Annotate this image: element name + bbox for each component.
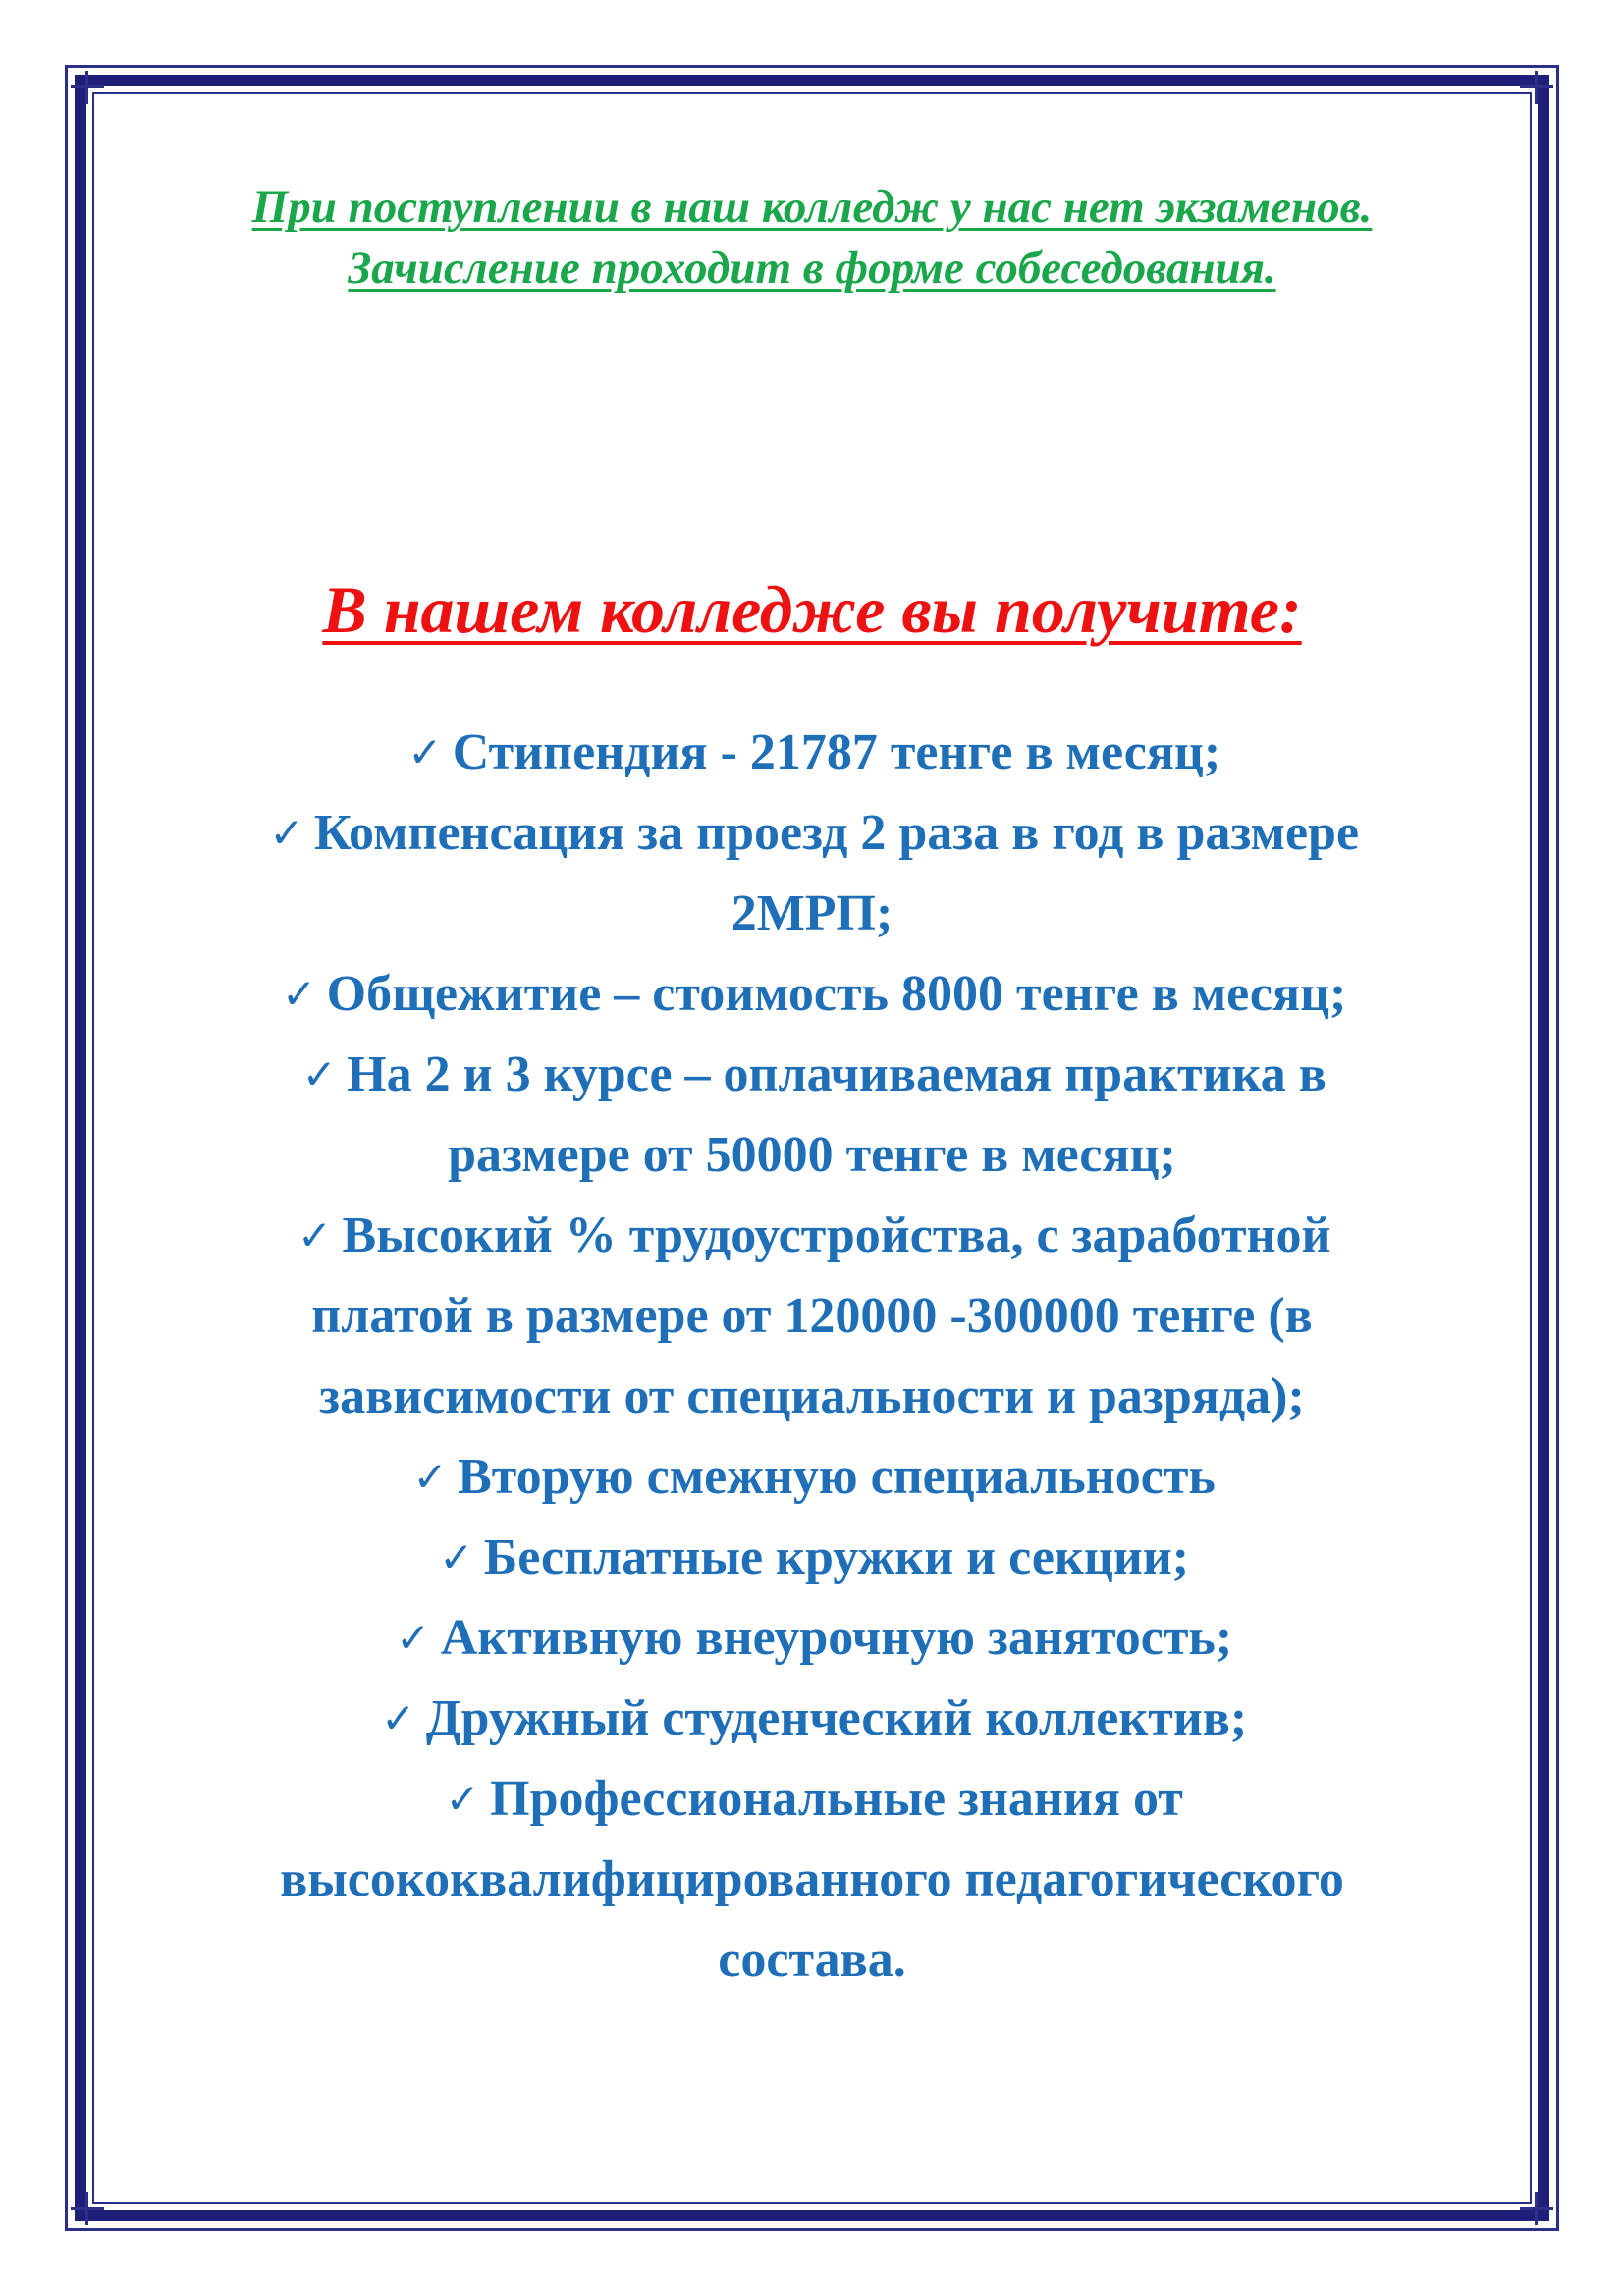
benefit-text: Вторую смежную специальность — [458, 1449, 1216, 1505]
benefit-text: Профессиональные знания от — [490, 1771, 1183, 1827]
border-corner-ornament — [1520, 2192, 1553, 2225]
admission-notice — [108, 177, 1516, 298]
benefits-heading: В нашем колледже вы получите: — [322, 572, 1302, 647]
benefit-text: Стипендия - 21787 тенге в месяц; — [452, 724, 1221, 780]
border-corner-ornament — [71, 71, 104, 104]
border-corner-ornament — [1520, 71, 1553, 104]
benefit-item — [157, 793, 1467, 954]
checkmark-icon: ✓ — [269, 809, 304, 857]
benefit-text: Общежитие – стоимость 8000 тенге в месяц; — [326, 966, 1347, 1022]
benefit-text: Компенсация за проезд 2 раза в год в размере — [313, 805, 1360, 861]
checkmark-icon: ✓ — [407, 728, 443, 776]
benefit-text: Активную внеурочную занятость; — [440, 1610, 1233, 1666]
admission-notice-line: При поступлении в наш колледж у нас нет экзаменов. — [251, 182, 1373, 233]
benefit-item — [157, 954, 1467, 1035]
benefit-item — [157, 1196, 1467, 1437]
benefits-list — [157, 713, 1467, 2001]
benefit-text: Бесплатные кружки и секции; — [483, 1529, 1190, 1585]
benefit-text: размере от 50000 тенге в месяц; — [448, 1127, 1176, 1183]
benefit-text: 2МРП; — [731, 885, 893, 941]
benefit-item — [157, 713, 1467, 793]
admission-notice-line: Зачисление проходит в форме собеседования. — [348, 242, 1276, 294]
benefit-text: Дружный студенческий коллектив; — [425, 1690, 1248, 1746]
benefit-item — [157, 1437, 1467, 1518]
benefit-text: Высокий % трудоустройства, с заработной — [342, 1207, 1331, 1263]
checkmark-icon: ✓ — [282, 970, 317, 1018]
checkmark-icon: ✓ — [297, 1211, 333, 1259]
benefit-text: платой в размере от 120000 -300000 тенге (в — [311, 1288, 1313, 1344]
checkmark-icon: ✓ — [412, 1453, 448, 1501]
benefit-text: зависимости от специальности и разряда); — [319, 1368, 1305, 1424]
benefit-item — [157, 1518, 1467, 1598]
checkmark-icon: ✓ — [301, 1050, 337, 1098]
checkmark-icon: ✓ — [381, 1694, 416, 1742]
benefit-item — [157, 1035, 1467, 1196]
checkmark-icon: ✓ — [439, 1533, 474, 1581]
border-corner-ornament — [71, 2192, 104, 2225]
benefit-item — [157, 1679, 1467, 1759]
benefit-item — [157, 1598, 1467, 1679]
checkmark-icon: ✓ — [445, 1775, 480, 1823]
benefit-item — [157, 1759, 1467, 2001]
benefit-text: состава. — [718, 1932, 906, 1988]
benefit-text: высококвалифицированного педагогического — [280, 1851, 1344, 1907]
checkmark-icon: ✓ — [396, 1614, 431, 1662]
benefit-text: На 2 и 3 курсе – оплачиваемая практика в — [347, 1046, 1326, 1102]
